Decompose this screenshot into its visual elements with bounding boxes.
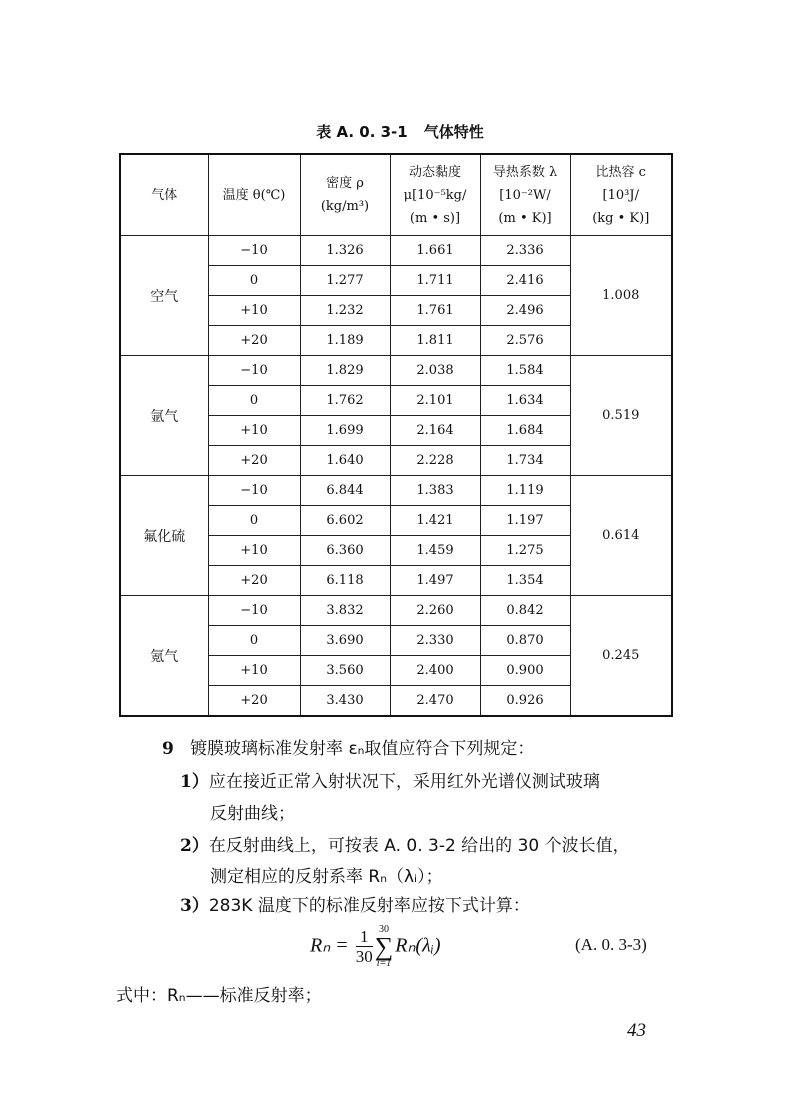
header-viscosity-line2: μ[10⁻⁵kg/	[403, 187, 467, 203]
conductivity-cell: 0.842	[480, 596, 570, 626]
formula-fraction	[356, 928, 373, 967]
table-number: 表 A. 0. 3-1	[316, 123, 408, 141]
temperature-cell: +20	[208, 686, 300, 717]
table-row	[120, 596, 672, 626]
viscosity-cell: 1.811	[390, 326, 480, 356]
subitem-2-line1: 在反射曲线上，可按表 A. 0. 3-2 给出的 30 个波长值，	[208, 836, 630, 856]
subitem-3-line1: 283K 温度下的标准反射率应按下式计算：	[208, 896, 530, 916]
gas-name-cell: 氪气	[120, 596, 208, 717]
viscosity-cell: 2.164	[390, 416, 480, 446]
subitem-1	[180, 771, 600, 793]
viscosity-cell: 1.711	[390, 266, 480, 296]
header-conductivity-line3: (m • K)]	[498, 210, 552, 226]
specific-heat-cell: 1.008	[570, 236, 672, 356]
specific-heat-cell: 0.245	[570, 596, 672, 717]
table-title: 气体特性	[423, 123, 484, 141]
table-header-row	[120, 154, 672, 236]
density-cell: 1.699	[300, 416, 390, 446]
density-cell: 3.690	[300, 626, 390, 656]
item-9-number: 9	[162, 739, 174, 759]
temperature-cell: 0	[208, 506, 300, 536]
item-9	[162, 738, 534, 760]
viscosity-cell: 1.661	[390, 236, 480, 266]
density-cell: 6.844	[300, 476, 390, 506]
header-specific-heat-line2: [10³J/	[602, 187, 639, 203]
formula-sum-lower: i=1	[376, 958, 392, 969]
header-specific-heat	[570, 154, 672, 236]
viscosity-cell: 1.761	[390, 296, 480, 326]
temperature-cell: +10	[208, 656, 300, 686]
gas-name-cell: 氟化硫	[120, 476, 208, 596]
formula-sum-upper: 30	[378, 924, 389, 935]
formula-fraction-denominator: 30	[355, 946, 373, 966]
temperature-cell: −10	[208, 476, 300, 506]
conductivity-cell: 1.734	[480, 446, 570, 476]
conductivity-cell: 1.197	[480, 506, 570, 536]
density-cell: 1.277	[300, 266, 390, 296]
temperature-cell: +20	[208, 566, 300, 596]
viscosity-cell: 2.101	[390, 386, 480, 416]
gas-name-cell: 氩气	[120, 356, 208, 476]
conductivity-cell: 0.900	[480, 656, 570, 686]
conductivity-cell: 1.354	[480, 566, 570, 596]
header-density	[300, 154, 390, 236]
viscosity-cell: 1.459	[390, 536, 480, 566]
header-density-line1: 密度 ρ	[326, 176, 364, 191]
conductivity-cell: 2.496	[480, 296, 570, 326]
conductivity-cell: 0.926	[480, 686, 570, 717]
subitem-1-line2: 反射曲线；	[210, 804, 295, 824]
temperature-cell: −10	[208, 596, 300, 626]
header-viscosity-line1: 动态黏度	[408, 164, 461, 180]
temperature-cell: +10	[208, 536, 300, 566]
formula-lhs: Rₙ =	[310, 934, 349, 957]
page-number: 43	[627, 1020, 646, 1041]
density-cell: 3.430	[300, 686, 390, 717]
density-cell: 1.189	[300, 326, 390, 356]
subitem-3-number: 3）	[180, 896, 209, 916]
header-conductivity	[480, 154, 570, 236]
table-row	[120, 236, 672, 266]
density-cell: 6.360	[300, 536, 390, 566]
conductivity-cell: 1.584	[480, 356, 570, 386]
header-temperature: 温度 θ(℃)	[208, 154, 300, 236]
density-cell: 1.640	[300, 446, 390, 476]
viscosity-cell: 1.497	[390, 566, 480, 596]
temperature-cell: 0	[208, 626, 300, 656]
density-cell: 3.832	[300, 596, 390, 626]
header-conductivity-line2: [10⁻²W/	[499, 187, 551, 203]
temperature-cell: 0	[208, 386, 300, 416]
conductivity-cell: 1.119	[480, 476, 570, 506]
specific-heat-cell: 0.614	[570, 476, 672, 596]
header-density-line2: (kg/m³)	[320, 199, 370, 214]
header-viscosity-line3: (m • s)]	[409, 210, 461, 226]
conductivity-cell: 2.336	[480, 236, 570, 266]
specific-heat-cell: 0.519	[570, 356, 672, 476]
table-row	[120, 476, 672, 506]
temperature-cell: +20	[208, 326, 300, 356]
viscosity-cell: 1.383	[390, 476, 480, 506]
viscosity-cell: 2.228	[390, 446, 480, 476]
conductivity-cell: 1.684	[480, 416, 570, 446]
density-cell: 1.232	[300, 296, 390, 326]
temperature-cell: −10	[208, 236, 300, 266]
density-cell: 6.118	[300, 566, 390, 596]
conductivity-cell: 1.275	[480, 536, 570, 566]
gas-name-cell: 空气	[120, 236, 208, 356]
subitem-1-number: 1）	[180, 772, 209, 792]
table-caption	[0, 121, 800, 142]
formula	[310, 925, 441, 969]
item-9-text: 镀膜玻璃标准发射率 εₙ取值应符合下列规定：	[190, 739, 535, 759]
subitem-1-line1: 应在接近正常入射状况下，采用红外光谱仪测试玻璃	[208, 772, 600, 792]
viscosity-cell: 2.330	[390, 626, 480, 656]
density-cell: 1.326	[300, 236, 390, 266]
header-viscosity	[390, 154, 480, 236]
conductivity-cell: 2.576	[480, 326, 570, 356]
formula-fraction-numerator: 1	[356, 928, 373, 947]
temperature-cell: +10	[208, 416, 300, 446]
header-specific-heat-line3: (kg • K)]	[592, 210, 650, 226]
subitem-2-number: 2）	[180, 836, 209, 856]
conductivity-cell: 0.870	[480, 626, 570, 656]
temperature-cell: 0	[208, 266, 300, 296]
viscosity-cell: 2.260	[390, 596, 480, 626]
temperature-cell: +10	[208, 296, 300, 326]
formula-rhs: Rₙ(λᵢ)	[395, 934, 441, 957]
viscosity-cell: 2.038	[390, 356, 480, 386]
density-cell: 3.560	[300, 656, 390, 686]
subitem-3	[180, 895, 530, 917]
formula-summation	[375, 925, 394, 969]
subitem-2-line2: 测定相应的反射系率 Rₙ（λᵢ）；	[210, 867, 443, 887]
header-conductivity-line1: 导热系数 λ	[492, 164, 558, 180]
density-cell: 1.829	[300, 356, 390, 386]
density-cell: 6.602	[300, 506, 390, 536]
table-row	[120, 356, 672, 386]
header-specific-heat-line1: 比热容 c	[595, 164, 646, 180]
gas-properties-table	[119, 153, 673, 717]
conductivity-cell: 2.416	[480, 266, 570, 296]
conductivity-cell: 1.634	[480, 386, 570, 416]
viscosity-cell: 2.400	[390, 656, 480, 686]
formula-number: (A. 0. 3-3)	[575, 935, 647, 954]
formula-sum-sign: ∑	[374, 932, 394, 961]
viscosity-cell: 2.470	[390, 686, 480, 717]
viscosity-cell: 1.421	[390, 506, 480, 536]
where-clause: 式中：Rₙ——标准反射率；	[116, 986, 322, 1006]
header-gas: 气体	[120, 154, 208, 236]
temperature-cell: +20	[208, 446, 300, 476]
temperature-cell: −10	[208, 356, 300, 386]
density-cell: 1.762	[300, 386, 390, 416]
subitem-2	[180, 835, 630, 857]
